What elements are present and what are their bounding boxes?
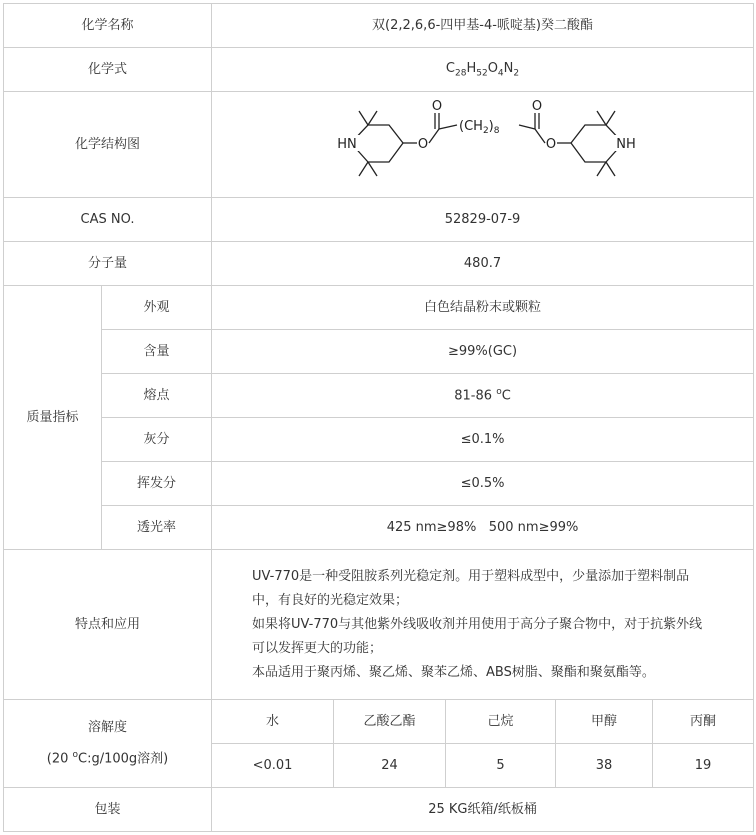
quality-label: 外观 [102,286,212,330]
row-quality-volatiles [4,462,754,506]
solubility-label: 溶解度 [88,720,128,736]
row-solubility-headers [4,700,754,744]
solubility-value: <0.01 [212,744,334,788]
quality-label: 灰分 [102,418,212,462]
melting-range: 81-86 [454,388,497,404]
cas-value: 52829-07-9 [212,198,754,242]
quality-label: 熔点 [102,374,212,418]
quality-value [212,374,754,418]
formula-h: H [466,60,477,76]
formula-label: 化学式 [4,48,212,92]
cas-label: CAS NO. [4,198,212,242]
quality-value: 425 nm≥98% 500 nm≥99% [212,506,754,550]
features-description [212,550,754,700]
formula-n-count: 2 [513,68,520,79]
structure-o-top-right: O [531,98,542,114]
row-quality-appearance [4,286,754,330]
formula-c: C [445,60,455,76]
features-line: 本品适用于聚丙烯、聚乙烯、聚苯乙烯、ABS树脂、聚酯和聚氨酯等。 [252,664,655,680]
row-quality-content [4,330,754,374]
structure-hn-left: HN [336,136,357,152]
solubility-value: 5 [446,744,556,788]
formula-value [212,48,754,92]
chain-open: (CH [458,118,483,134]
solvent-header: 己烷 [446,700,556,744]
packaging-value: 25 KG纸箱/纸板桶 [212,788,754,832]
features-label: 特点和应用 [4,550,212,700]
solvent-header: 甲醇 [556,700,653,744]
structure-label: 化学结构图 [4,92,212,198]
formula-o: O [487,60,498,76]
quality-group-label: 质量指标 [4,286,102,550]
chain-h2: 2 [482,125,489,136]
spec-table [3,3,754,832]
structure-cell [212,92,754,198]
row-cas [4,198,754,242]
quality-label: 挥发分 [102,462,212,506]
solubility-degree: o [72,749,79,760]
solubility-label-cell [4,700,212,788]
structure-diagram [323,95,643,195]
quality-value: ≤0.5% [212,462,754,506]
row-structure [4,92,754,198]
row-packaging [4,788,754,832]
solvent-header: 丙酮 [653,700,754,744]
solubility-value: 38 [556,744,653,788]
row-formula [4,48,754,92]
mw-label: 分子量 [4,242,212,286]
quality-label: 含量 [102,330,212,374]
solubility-cond-post: C:g/100g溶剂) [78,751,169,767]
quality-value: ≤0.1% [212,418,754,462]
quality-value: 白色结晶粉末或颗粒 [212,286,754,330]
mw-value: 480.7 [212,242,754,286]
solubility-cond-pre: (20 [46,751,73,767]
features-line: 如果将UV-770与其他紫外线吸收剂并用使用于高分子聚合物中，对于抗紫外线 [252,616,703,632]
row-chemical-name [4,4,754,48]
row-quality-melting-point [4,374,754,418]
solubility-value: 19 [653,744,754,788]
solvent-header: 水 [212,700,334,744]
solubility-condition [4,749,211,768]
formula-o-count: 4 [497,68,504,79]
formula-n: N [503,60,514,76]
solvent-header: 乙酸乙酯 [334,700,446,744]
chain-count: 8 [493,125,499,136]
row-quality-ash [4,418,754,462]
structure-chain [459,119,500,136]
packaging-label: 包装 [4,788,212,832]
row-features [4,550,754,700]
quality-label: 透光率 [102,506,212,550]
chain-close: ) [488,118,494,134]
chemical-name-value: 双(2,2,6,6-四甲基-4-哌啶基)癸二酸酯 [212,4,754,48]
structure-o-ester-left: O [417,136,428,152]
melting-unit: C [501,388,511,404]
structure-nh-right: NH [615,136,636,152]
formula-h-count: 52 [476,68,488,79]
features-line: 中，有良好的光稳定效果； [252,592,409,608]
degree-sign: o [496,387,502,398]
features-line: 可以发挥更大的功能； [252,640,383,656]
features-line: UV-770是一种受阻胺系列光稳定剂。用于塑料成型中，少量添加于塑料制品 [252,568,690,584]
row-molecular-weight [4,242,754,286]
chemical-name-label: 化学名称 [4,4,212,48]
structure-o-ester-right: O [545,136,556,152]
structure-o-top-left: O [431,98,442,114]
quality-value: ≥99%(GC) [212,330,754,374]
row-quality-transmittance [4,506,754,550]
formula-c-count: 28 [455,68,467,79]
solubility-value: 24 [334,744,446,788]
